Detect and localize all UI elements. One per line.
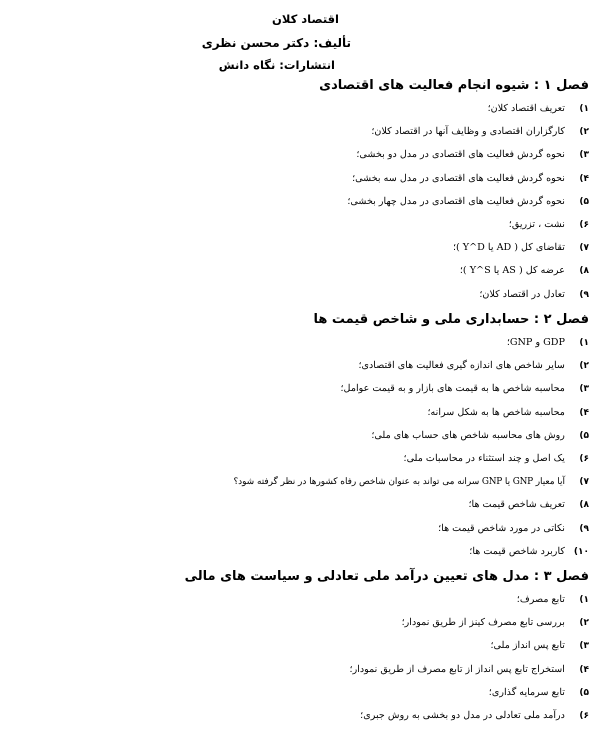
item-number: ۲)	[579, 618, 589, 629]
item-number: ۵)	[579, 430, 589, 441]
chapter-3	[8, 566, 589, 727]
list-item	[8, 681, 589, 704]
item-text: نحوه گردش فعالیت های اقتصادی در مدل دو بخشی؛	[356, 149, 565, 161]
chapter-items	[8, 588, 589, 727]
chapter-items	[8, 97, 589, 306]
item-text: استخراج تابع پس انداز از تابع مصرف از طریق نمودار؛	[349, 663, 565, 675]
item-text: نحوه گردش فعالیت های اقتصادی در مدل سه بخشی؛	[352, 172, 565, 184]
book-author: تألیف: دکتر محسن نظری	[201, 36, 351, 50]
book-title: اقتصاد کلان	[272, 12, 339, 26]
chapter-items	[8, 331, 589, 563]
item-number: ۵)	[579, 687, 589, 698]
list-item	[8, 447, 589, 470]
item-number: ۶)	[579, 453, 589, 464]
item-text: تابع پس انداز ملی؛	[490, 640, 565, 652]
list-item	[8, 470, 589, 493]
list-item	[8, 167, 589, 190]
list-item	[8, 120, 589, 143]
item-text: تابع مصرف؛	[516, 594, 565, 605]
chapter-title: فصل ۱ : شیوه انجام فعالیت های اقتصادی	[319, 78, 589, 93]
item-text: محاسبه شاخص ها به شکل سرانه؛	[427, 406, 565, 418]
item-number: ۷)	[579, 243, 589, 254]
item-number: ۳)	[579, 384, 589, 395]
item-number: ۴)	[579, 407, 589, 418]
list-item	[8, 377, 589, 400]
item-text: تعادل در اقتصاد کلان؛	[479, 288, 565, 300]
chapter-title: فصل ۲ : حسابداری ملی و شاخص قیمت ها	[313, 312, 589, 327]
item-text: تابع سرمایه گذاری؛	[488, 686, 565, 698]
item-number: ۶)	[579, 710, 589, 721]
item-text: محاسبه شاخص ها به قیمت های بازار و به قیمت عوامل؛	[340, 383, 565, 395]
item-text: تعریف اقتصاد کلان؛	[487, 103, 565, 114]
item-text: بررسی تابع مصرف کینز از طریق نمودار؛	[401, 617, 565, 629]
list-item	[8, 611, 589, 634]
list-item	[8, 97, 589, 120]
item-text: تعریف شاخص قیمت ها؛	[468, 499, 565, 511]
item-number: ۴)	[579, 173, 589, 184]
item-text: کارگزاران اقتصادی و وظایف آنها در اقتصاد کلان؛	[371, 126, 565, 138]
item-text: نکاتی در مورد شاخص قیمت ها؛	[438, 522, 565, 534]
item-text: نحوه گردش فعالیت های اقتصادی در مدل چهار بخشی؛	[347, 195, 565, 207]
item-text: GDP و GNP؛	[506, 337, 565, 348]
list-item	[8, 401, 589, 424]
item-number: ۲)	[579, 127, 589, 138]
list-item	[8, 658, 589, 681]
item-number: ۸)	[579, 500, 589, 511]
item-number: ۲)	[579, 361, 589, 372]
item-number: ۳)	[579, 641, 589, 652]
item-text: روش های محاسبه شاخص های حساب های ملی؛	[371, 429, 565, 441]
chapter-title: فصل ۳ : مدل های تعیین درآمد ملی تعادلی و سیاست های مالی	[184, 569, 589, 584]
item-text: تقاضای کل ( AD یا Y^D )؛	[452, 242, 565, 254]
list-item	[8, 424, 589, 447]
item-text: عرضه کل ( AS یا Y^S )؛	[459, 265, 565, 277]
chapter-2	[8, 309, 589, 563]
list-item	[8, 259, 589, 282]
list-item	[8, 236, 589, 259]
chapter-1	[8, 75, 589, 306]
list-item	[8, 283, 589, 306]
list-item	[8, 493, 589, 516]
list-item	[8, 517, 589, 540]
list-item	[8, 213, 589, 236]
item-number: ۱)	[579, 338, 589, 348]
list-item	[8, 704, 589, 727]
item-number: ۴)	[579, 664, 589, 675]
item-text: یک اصل و چند استثناء در محاسبات ملی؛	[403, 452, 565, 464]
list-item	[8, 331, 589, 354]
list-item	[8, 634, 589, 657]
item-number: ۹)	[579, 523, 589, 534]
item-number: ۱۰)	[573, 546, 589, 557]
item-number: ۱)	[579, 104, 589, 114]
item-text: کاربرد شاخص قیمت ها؛	[469, 545, 565, 557]
item-number: ۶)	[579, 219, 589, 230]
list-item	[8, 190, 589, 213]
item-number: ۵)	[579, 196, 589, 207]
item-text: نشت ، تزریق؛	[508, 218, 565, 230]
list-item	[8, 354, 589, 377]
item-text: آیا معیار GNP یا GNP سرانه می تواند به عنوان شاخص رفاه کشورها در نظر گرفته شود؟	[233, 477, 565, 488]
list-item	[8, 143, 589, 166]
item-text: درآمد ملی تعادلی در مدل دو بخشی به روش جبری؛	[360, 709, 565, 721]
book-header	[0, 8, 605, 74]
book-publisher: انتشارات: نگاه دانش	[218, 58, 335, 72]
item-number: ۳)	[579, 150, 589, 161]
item-number: ۷)	[579, 477, 589, 488]
item-number: ۹)	[579, 289, 589, 300]
item-number: ۱)	[579, 595, 589, 605]
item-number: ۸)	[579, 266, 589, 277]
list-item	[8, 540, 589, 563]
list-item	[8, 588, 589, 611]
item-text: سایر شاخص های اندازه گیری فعالیت های اقتصادی؛	[358, 360, 565, 372]
